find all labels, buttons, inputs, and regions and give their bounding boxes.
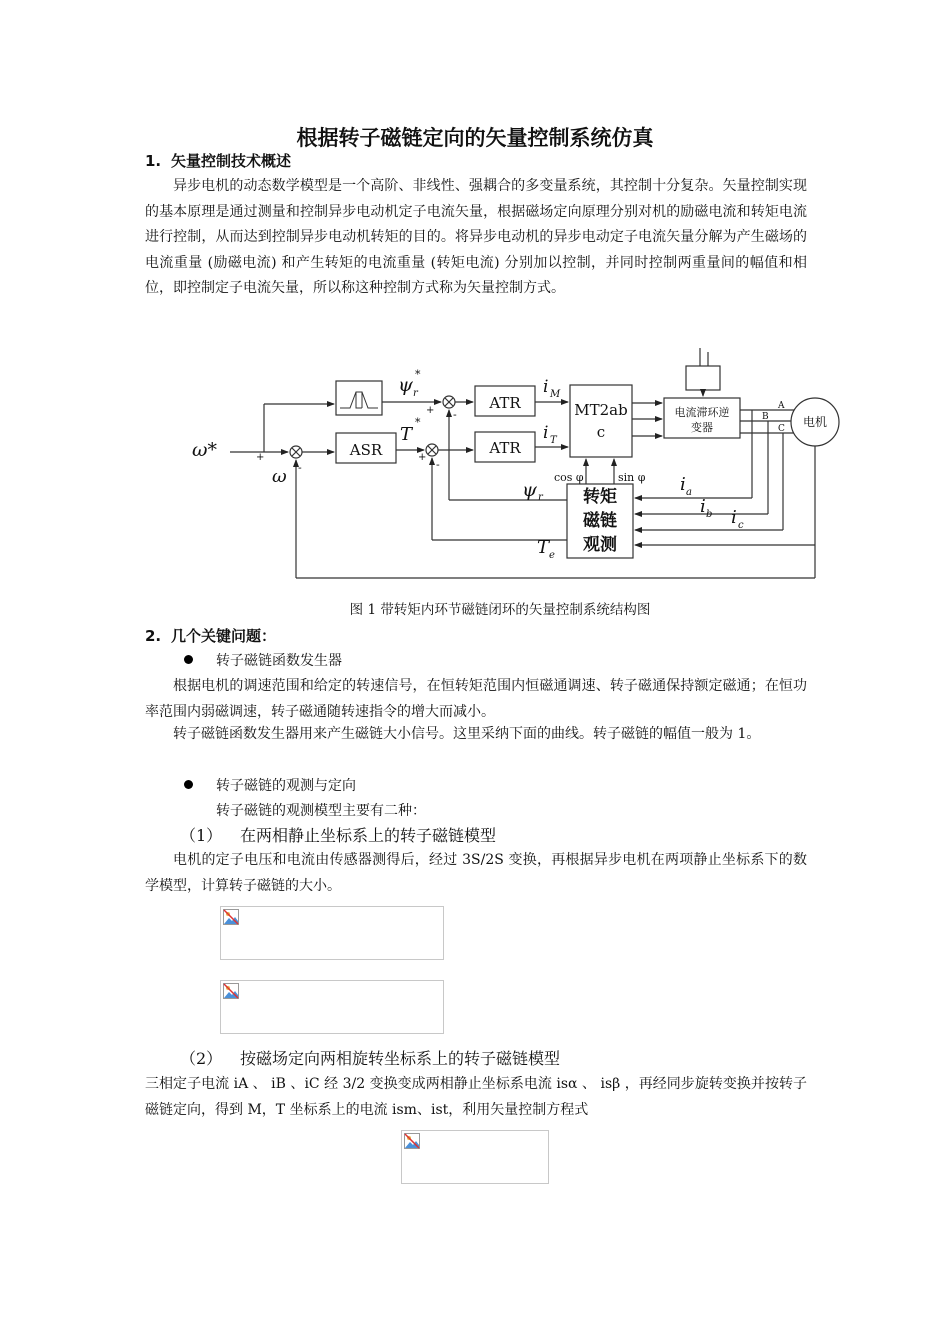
subheading-stationary-model: （1） 在两相静止坐标系上的转子磁链模型 bbox=[180, 826, 497, 845]
svg-text:ATR: ATR bbox=[489, 394, 521, 412]
section1-title: 矢量控制技术概述 bbox=[171, 152, 292, 170]
broken-image-icon bbox=[404, 1133, 420, 1149]
svg-text:r: r bbox=[538, 492, 543, 503]
svg-text:电流滞环逆: 电流滞环逆 bbox=[674, 406, 730, 419]
bullet-item-flux-generator: 转子磁链函数发生器 bbox=[216, 653, 342, 669]
paragraph-flux-generator: 根据电机的调速范围和给定的转速信号，在恒转矩范围内恒磁通调速、转子磁通保持额定磁通；在恒功率范围内弱磁调速，转子磁通随转速指令的增大而减小。 bbox=[145, 678, 807, 720]
section1-number: 1. bbox=[145, 152, 162, 170]
i-t-label: i bbox=[543, 423, 549, 443]
svg-text:转矩: 转矩 bbox=[583, 487, 617, 507]
svg-text:e: e bbox=[549, 550, 555, 561]
svg-text:i: i bbox=[680, 474, 686, 495]
section1-paragraph: 异步电机的动态数学模型是一个高阶、非线性、强耦合的多变量系统，其控制十分复杂。矢量控制实现的基本原理是通过测量和控制异步电动机定子电流矢量，根据磁场定向原理分别对机的励磁电流和转矩电流进行控制，从而达到控制异步电动机转矩的目的。将异步电动机的异步电动定子电流矢量分解为产生磁场的电流重量 (励磁电流) 和产生转矩的电流重量 (转矩电流) 分别加以控制，并同时控制两重量间的幅值和相位，即控制定子电流矢量，所以称这种控制方式称为矢量控制方式。 bbox=[145, 178, 807, 297]
psi-ref-label: ψ bbox=[398, 374, 413, 396]
equation-image-placeholder bbox=[220, 980, 444, 1034]
subheading-rotating-model: （2） 按磁场定向两相旋转坐标系上的转子磁链模型 bbox=[180, 1049, 561, 1068]
svg-text:r: r bbox=[413, 388, 418, 399]
svg-text:ASR: ASR bbox=[349, 441, 383, 459]
bullet-item-flux-observer: 转子磁链的观测与定向 bbox=[216, 778, 356, 794]
svg-text:c: c bbox=[738, 520, 744, 531]
broken-image-icon bbox=[223, 909, 239, 925]
svg-text:+: + bbox=[418, 452, 427, 463]
omega-label: ω bbox=[272, 466, 287, 487]
svg-text:观测: 观测 bbox=[583, 535, 617, 555]
bullet-dot bbox=[184, 655, 193, 664]
broken-image-icon bbox=[223, 983, 239, 999]
svg-text:sin φ: sin φ bbox=[618, 471, 646, 484]
omega-star-label: ω* bbox=[192, 439, 217, 461]
psi-feedback-label: ψ bbox=[522, 479, 537, 501]
bullet-dot bbox=[184, 780, 193, 789]
te-label: T bbox=[537, 537, 550, 558]
svg-text:-: - bbox=[436, 458, 440, 471]
svg-text:C: C bbox=[778, 424, 785, 434]
svg-text:c: c bbox=[596, 423, 606, 441]
mt2abc-block bbox=[570, 385, 632, 457]
svg-text:+: + bbox=[256, 452, 265, 463]
section2-title: 几个关键问题： bbox=[171, 627, 277, 645]
control-system-diagram bbox=[185, 340, 850, 590]
svg-text:i: i bbox=[731, 507, 737, 528]
svg-text:cos φ: cos φ bbox=[554, 471, 584, 484]
i-m-label: i bbox=[543, 377, 549, 397]
svg-text:B: B bbox=[762, 412, 769, 422]
svg-text:磁链: 磁链 bbox=[583, 511, 617, 531]
svg-text:*: * bbox=[415, 368, 421, 381]
section2-heading bbox=[145, 625, 276, 646]
paragraph-rotating-model: 三相定子电流 iA 、 iB 、iC 经 3/2 变换变成两相静止坐标系电流 isα 、 isβ ，再经同步旋转变换并按转子磁链定向，得到 M，T 坐标系上的电流 ism、ist，利用矢量控制方程式 bbox=[145, 1076, 807, 1118]
svg-text:b: b bbox=[706, 509, 713, 520]
section1-heading bbox=[145, 150, 291, 171]
equation-image-placeholder bbox=[220, 906, 444, 960]
torque-ref-label: T bbox=[400, 424, 413, 445]
svg-text:A: A bbox=[778, 401, 785, 411]
svg-text:M: M bbox=[550, 389, 561, 400]
paragraph-flux-curve: 转子磁链函数发生器用来产生磁链大小信号。这里采纳下面的曲线。转子磁链的幅值一般为 1。 bbox=[173, 726, 761, 742]
svg-text:电机: 电机 bbox=[802, 415, 828, 429]
section2-number: 2. bbox=[145, 627, 162, 645]
svg-text:变器: 变器 bbox=[691, 421, 713, 434]
svg-text:T: T bbox=[550, 435, 557, 446]
svg-text:a: a bbox=[686, 487, 692, 498]
page-title: 根据转子磁链定向的矢量控制系统仿真 bbox=[296, 126, 654, 150]
paragraph-observer-models: 转子磁链的观测模型主要有二种： bbox=[216, 803, 426, 819]
svg-text:-: - bbox=[298, 461, 302, 474]
svg-text:i: i bbox=[700, 496, 706, 517]
svg-text:+: + bbox=[426, 405, 435, 416]
paragraph-stationary-model: 电机的定子电压和电流由传感器测得后，经过 3S/2S 变换，再根据异步电机在两项静止坐标系下的数学模型，计算转子磁链的大小。 bbox=[145, 852, 807, 894]
svg-text:MT2ab: MT2ab bbox=[574, 401, 628, 419]
svg-text:-: - bbox=[453, 408, 457, 421]
equation-image-placeholder bbox=[401, 1130, 549, 1184]
flux-generator-block bbox=[336, 381, 382, 415]
figure-caption: 图 1 带转矩内环节磁链闭环的矢量控制系统结构图 bbox=[349, 602, 651, 618]
svg-text:ATR: ATR bbox=[489, 439, 521, 457]
svg-text:*: * bbox=[415, 416, 421, 429]
